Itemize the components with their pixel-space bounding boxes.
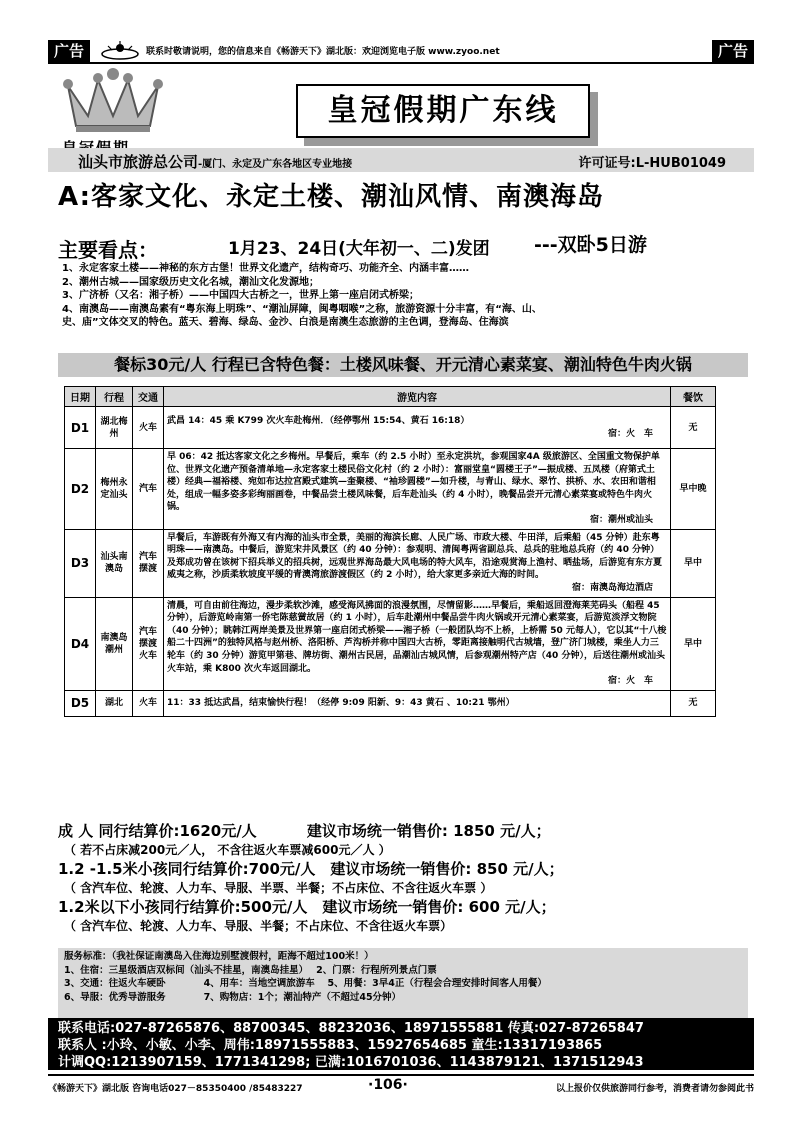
transport-cell: 火车 <box>133 690 164 716</box>
price-section <box>58 820 748 934</box>
day-cell: D5 <box>65 690 96 716</box>
stay-text: 宿：潮州或汕头 <box>589 514 653 525</box>
day-cell: D2 <box>65 449 96 530</box>
header-route: 行程 <box>96 387 133 407</box>
header-date: 日期 <box>65 387 96 407</box>
contact-qq: 计调QQ:1213907159、1771341298; 已满:1016701036、1143879121、1371512943 <box>58 1055 644 1070</box>
content-text: 清晨，可自由前往海边，漫步柔软沙滩，感受海风拂面的浪漫氛围，尽情留影……早餐后，乘船返回澄海莱芜码头（船程 45 分钟），后游览岭南第一侨宅陈慈黉故居（约 1 小时），后车赴潮州中餐品尝牛肉火锅或开元清心素菜宴，后游览淡浮文物院（40 分钟）；眺韩江两岸美景及世界第一座启闭式桥梁——湘子桥（一般团队均不上桥，上桥需 50 元每人），它以其“十八梭船二十四洲”的独特风格与赵州桥、洛阳桥、芦沟桥并称中国四大古桥，零距离接触明代古城墙，登广济门城楼，乘坐人力三轮车（约 30 分钟）游览甲第巷、牌坊街、潮州古民居，品潮汕古城风情，后参观潮州特产店（40 分钟），后送往潮州或汕头火车站，乘 K800 次火车返回湖北。 <box>167 600 667 674</box>
content-cell <box>164 449 671 530</box>
meal-cell: 无 <box>671 690 716 716</box>
crown-logo-icon <box>58 66 168 136</box>
stay-text: 宿：火 车 <box>607 676 653 687</box>
contact-block <box>48 1018 754 1070</box>
ad-tag-left: 广告 <box>48 40 90 62</box>
highlight-item: 史、庙”文体交叉的特色。蓝天、碧海、绿岛、金沙、白浪是南澳生态旅游的主色调，登海岛、住海滨 <box>62 317 509 328</box>
itinerary-table <box>64 386 716 717</box>
magazine-logo-icon <box>98 41 142 61</box>
child-price-1-note: （ 含汽车位、轮渡、人力车、导服、半票、半餐；不占床位、不含往返火车票 ） <box>64 881 493 895</box>
day-cell: D1 <box>65 407 96 449</box>
child-price-2-note: （ 含汽车位、轮渡、人力车、导服、半餐；不占床位、不含往返火车票） <box>64 919 453 933</box>
transport-cell: 汽车摆渡火车 <box>133 597 164 690</box>
service-title: 服务标准：（我社保证南澳岛入住海边别墅渡假村，距海不超过100米！） <box>64 951 374 962</box>
table-row <box>65 529 716 597</box>
highlight-item: 2、潮州古城——国家级历史文化名城，潮汕文化发源地； <box>62 276 319 288</box>
service-line: 1、住宿：三星级酒店双标间（汕头不挂星，南澳岛挂星） 2、门票：行程所列景点门票 <box>64 964 437 976</box>
service-line: 3、交通：往返火车硬卧 4、用车：当地空调旅游车 5、用餐：3早4正（行程会合理安排时间客人用餐） <box>64 978 547 989</box>
agency-main: 汕头市旅游总公司 <box>78 153 199 171</box>
top-bar <box>48 40 754 64</box>
table-row <box>65 449 716 530</box>
adult-price: 成 人 同行结算价:1620元/人 建议市场统一销售价: 1850 元/人； <box>58 822 551 840</box>
agency-sub: -厦门、永定及广东各地区专业地接 <box>198 159 353 170</box>
contact-persons: 联系人 :小玲、小敏、小李、周伟:18971555883、15927654685 童生:13317193865 <box>58 1038 603 1053</box>
transport-cell: 火车 <box>133 407 164 449</box>
stay-text: 宿：南澳岛海边酒店 <box>571 582 653 593</box>
meal-cell: 早中 <box>671 529 716 597</box>
footer-publisher: 《畅游天下》湖北版 咨询电话027－85350400 /85483227 <box>48 1084 303 1094</box>
table-header-row <box>65 387 716 407</box>
license-number: 许可证号:L-HUB01049 <box>578 156 726 171</box>
highlight-list <box>62 262 752 330</box>
meal-standard-bar: 餐标30元/人 行程已含特色餐：土楼风味餐、开元清心素菜宴、潮汕特色牛肉火锅 <box>58 353 748 377</box>
contact-phone: 联系电话:027-87265876、88700345、88232036、18971555881 传真:027-87265847 <box>58 1021 644 1036</box>
content-cell <box>164 597 671 690</box>
tour-type: ---双卧5日游 <box>534 234 647 256</box>
route-cell: 湖北梅州 <box>96 407 133 449</box>
content-text: 早 06：42 抵达客家文化之乡梅州。早餐后，乘车（约 2.5 小时）至永定洪坑，参观国家4A 级旅游区、全国重文物保护单位、世界文化遗产预备清单地—永定客家土楼民俗文化村（约 2 小时）：富丽堂皇“圆楼王子”—振成楼、五凤楼（府第式土楼）经典—福裕楼、宛如布达拉宫殿式建筑—奎聚楼、“袖珍圆楼”—如升楼，与青山、绿水、翠竹、拱桥、水、农田和谐相处，组成一幅多姿多彩绚丽画卷，中餐品尝土楼风味餐，后车赴汕头（约 4 小时），晚餐品尝开元清心素菜宴或特色牛肉火锅。 <box>167 452 660 513</box>
content-text: 11：33 抵达武昌，结束愉快行程！（经停 9:09 阳新、9：43 黄石 、10:21 鄂州） <box>167 697 515 708</box>
meal-cell: 早中晚 <box>671 449 716 530</box>
table-row <box>65 407 716 449</box>
agency-name <box>78 151 352 172</box>
stay-text: 宿：火 车 <box>607 428 653 439</box>
adult-price-note: （ 若不占床减200元／人， 不含往返火车票减600元／人 ） <box>64 843 391 857</box>
page <box>48 40 754 1100</box>
content-cell <box>164 407 671 449</box>
child-price-1: 1.2 -1.5米小孩同行结算价:700元/人 建议市场统一销售价: 850 元/人； <box>58 860 564 878</box>
meal-cell: 无 <box>671 407 716 449</box>
meal-cell: 早中 <box>671 597 716 690</box>
content-text: 早餐后，车游既有外海又有内海的汕头市全景，美丽的海滨长廊、人民广场、市政大楼、牛田洋，后乘船（45 分钟）赴东粤明珠——南澳岛。中餐后，游览宋井风景区（约 40 分钟）：参观明、清闽粤两省副总兵、总兵的驻地总兵府（约 40 分钟）及郑成功曾在该树下招兵举义的招兵树，远观世界海岛最大风电场的特大风车，沿途观赏海上渔村、晒盐场，后游览有东方夏威夷之称，沙质柔软坡度平缓的青澳湾旅游渡假区（约 2 小时），给大家更多亲近大海的时间。 <box>167 532 663 581</box>
footer <box>48 1074 754 1096</box>
child-price-2: 1.2米以下小孩同行结算价:500元/人 建议市场统一销售价: 600 元/人； <box>58 898 556 916</box>
route-cell: 梅州永定汕头 <box>96 449 133 530</box>
highlight-label: 主要看点： <box>58 238 158 262</box>
notice-text: 联系时敬请说明，您的信息来自《畅游天下》湖北版：欢迎浏览电子版 www.zyoo.net <box>146 47 500 57</box>
footer-disclaimer: 以上报价仅供旅游同行参考，消费者请勿参阅此书 <box>555 1084 754 1094</box>
service-line: 6、导服：优秀导游服务 7、购物店：1个；潮汕特产（不超过45分钟） <box>64 991 402 1003</box>
highlight-header <box>58 226 754 260</box>
headline-title: 皇冠假期广东线 <box>296 84 590 138</box>
content-text: 武昌 14：45 乘 K799 次火车赴梅州．（经停鄂州 15:54、黄石 16:18） <box>167 415 470 426</box>
route-cell: 湖北 <box>96 690 133 716</box>
route-cell: 汕头南澳岛 <box>96 529 133 597</box>
day-cell: D3 <box>65 529 96 597</box>
page-number: ·106· <box>368 1077 408 1093</box>
route-cell: 南澳岛潮州 <box>96 597 133 690</box>
content-cell <box>164 529 671 597</box>
transport-cell: 汽车 <box>133 449 164 530</box>
highlight-item: 4、南澳岛——南澳岛素有“粤东海上明珠”、“潮汕屏障，闽粤咽喉”之称，旅游资源十分丰富，有“海、山、 <box>62 303 542 315</box>
transport-cell: 汽车摆渡 <box>133 529 164 597</box>
highlight-item: 3、广济桥（又名：湘子桥）——中国四大古桥之一，世界上第一座启闭式桥梁； <box>62 290 419 301</box>
table-row <box>65 690 716 716</box>
departure-date: 1月23、24日(大年初一、二)发团 <box>228 239 490 259</box>
header-content: 游览内容 <box>164 387 671 407</box>
agency-bar <box>48 148 754 172</box>
service-standards <box>58 948 748 1018</box>
table-row <box>65 597 716 690</box>
header-transport: 交通 <box>133 387 164 407</box>
highlight-item: 1、永定客家土楼——神秘的东方古堡！世界文化遗产，结构奇巧、功能齐全、内涵丰富…… <box>62 263 469 274</box>
main-title: A:客家文化、永定土楼、潮汕风情、南澳海岛 <box>58 182 605 212</box>
day-cell: D4 <box>65 597 96 690</box>
ad-tag-right: 广告 <box>712 40 754 62</box>
header-meal: 餐饮 <box>671 387 716 407</box>
content-cell <box>164 690 671 716</box>
